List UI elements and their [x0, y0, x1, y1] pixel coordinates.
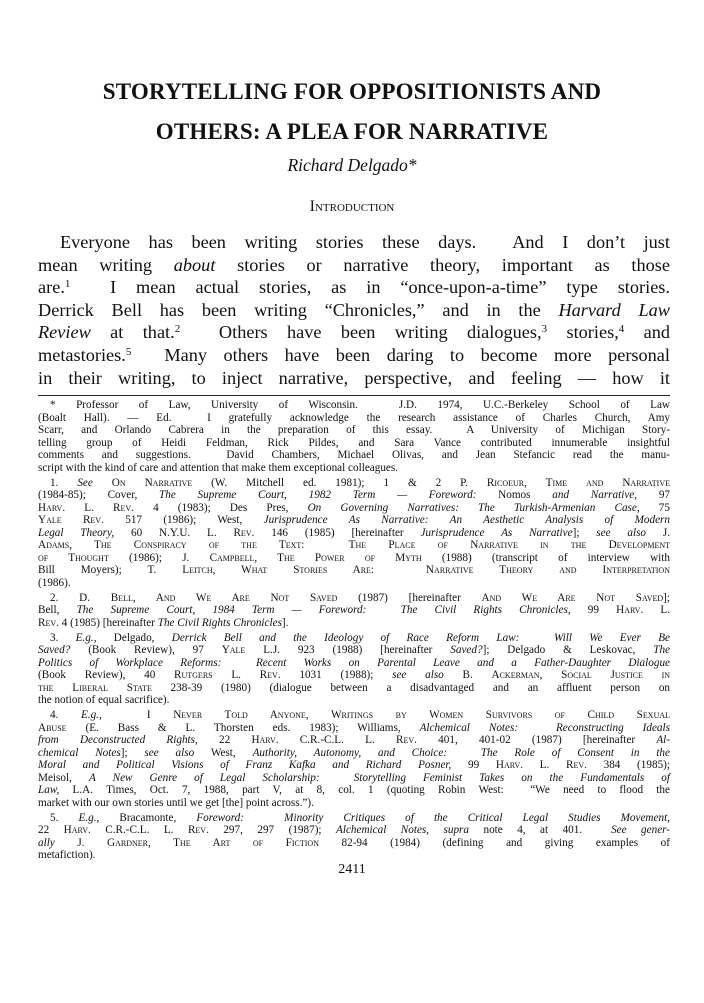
- footnote-reference: 5: [125, 345, 132, 358]
- italic-text: Al-: [656, 734, 670, 747]
- text-run: Scarr, and Orlando Cabrera in the preparation of this essay. A University of Michigan Story-: [38, 424, 670, 436]
- footnote-line: [38, 502, 670, 515]
- small-caps-text: Harv.: [63, 824, 91, 837]
- italic-text: Saved?: [38, 644, 71, 657]
- body-line: [38, 231, 670, 254]
- body-line: [38, 367, 670, 390]
- text-run: metafiction).: [38, 849, 96, 862]
- footnote-line: [38, 527, 670, 540]
- footnote-line: [38, 709, 670, 722]
- text-run: (1988) (transcript of interview with: [421, 551, 670, 564]
- text-run: 297, 297 (1987);: [208, 824, 336, 837]
- footnote-line: [38, 437, 670, 450]
- footnote-line: [38, 644, 670, 657]
- text-run: are.: [38, 277, 65, 298]
- footnote-line: [38, 784, 670, 797]
- italic-text: Law,: [38, 784, 60, 797]
- italic-text: Authority, Autonomy, and Choice: The Role of Consent in the: [252, 746, 670, 759]
- footnote-line: [38, 682, 670, 695]
- text-run: ].: [281, 616, 289, 629]
- text-run: (Boalt Hall). — Ed. I gratefully acknowledge the research assistance of Charles Church, Amy: [38, 411, 670, 424]
- text-run: J.: [646, 526, 671, 539]
- text-run: Many others have been daring to become more personal: [131, 344, 670, 365]
- body-line: [38, 254, 670, 277]
- small-caps-text: Gardner, The Art of Fiction: [107, 836, 319, 849]
- text-run: Meisol,: [38, 771, 89, 784]
- text-run: in their writing, to inject narrative, perspective, and feeling — how it: [38, 367, 670, 388]
- footnote-3: [38, 632, 670, 707]
- italic-text: See: [77, 476, 93, 489]
- footnote-line: [38, 477, 670, 490]
- text-run: West,: [194, 746, 253, 759]
- text-run: 75: [639, 501, 670, 514]
- italic-text: Foreword: Minority Critiques of the Critical Legal Studies Movement,: [196, 811, 670, 824]
- footnotes: [38, 399, 670, 865]
- small-caps-text: Harv. L.: [616, 604, 670, 617]
- italic-text: The: [653, 644, 670, 657]
- small-caps-text: Ricoeur, Time and Narrative: [486, 476, 670, 489]
- footnote-line: [38, 632, 670, 645]
- footnote-4: [38, 709, 670, 809]
- title-line-1: STORYTELLING FOR OPPOSITIONISTS AND: [102, 79, 602, 104]
- text-run: note 4, at 401.: [469, 824, 612, 837]
- text-run: 4.: [50, 709, 81, 722]
- small-caps-text: Yale Rev.: [38, 514, 104, 527]
- text-run: J.: [54, 836, 108, 849]
- text-run: 4 (1983); Des Pres,: [133, 501, 308, 514]
- small-caps-text: Rev.: [396, 734, 417, 747]
- italic-text: A New Genre of Legal Scholarship: Storytelling Feminist Takes on the Fundamentals of: [88, 771, 671, 784]
- text-run: 99: [451, 759, 496, 772]
- text-run: * Professor of Law, University of Wisconsin. J.D. 1974, U.C.-Berkeley School of Law: [50, 399, 670, 411]
- footnote-line: [38, 552, 670, 565]
- footnote-line: [38, 824, 670, 837]
- italic-text: Saved?: [450, 644, 483, 657]
- text-run: the notion of equal sacrifice).: [38, 694, 170, 707]
- text-run: (Book Review), 97: [70, 644, 222, 657]
- text-run: (1986); J.: [108, 551, 210, 564]
- small-caps-text: And We Are Not Saved: [481, 591, 664, 604]
- footnote-line: [38, 539, 670, 552]
- text-run: (Book Review), 40: [38, 669, 175, 682]
- small-caps-text: Harv. L. Rev.: [495, 759, 587, 772]
- text-run: mean writing: [38, 254, 174, 275]
- text-run: 384 (1985);: [586, 759, 670, 772]
- small-caps-text: of Thought: [38, 551, 109, 564]
- italic-text: Politics of Workplace Reforms: Recent Works on Parental Leave and a Father-Daughter Dialogue: [38, 656, 670, 669]
- text-run: Delgado,: [96, 631, 172, 644]
- footnote-line: [38, 564, 670, 577]
- footnote-line: [38, 747, 670, 760]
- italic-text: Jurisprudence As Narrative: [420, 526, 573, 539]
- italic-text: Moral and Political Visions of Franz Kafka and Richard Posner,: [38, 759, 452, 772]
- small-caps-text: Campbell, The Power of Myth: [209, 551, 422, 564]
- footnote-2: [38, 592, 670, 630]
- text-run: 238-39 (1980) (dialogue between a disadvantaged and an affluent person on: [151, 681, 671, 694]
- text-run: (1984-85); Cover,: [38, 489, 160, 502]
- body-line: [38, 299, 670, 322]
- body-line: [38, 321, 670, 344]
- footnote-line: [38, 412, 670, 425]
- text-run: ];: [572, 526, 597, 539]
- text-run: Derrick Bell has been writing “Chronicles,” and in the: [38, 299, 559, 320]
- text-run: (W. Mitchell ed. 1981); 1 & 2 P.: [192, 476, 487, 489]
- section-heading: Introduction: [309, 198, 395, 215]
- text-run: 82-94 (1984) (defining and giving examples of: [318, 836, 670, 849]
- italic-text: about: [173, 254, 216, 275]
- italic-text: from Deconstructed Rights,: [38, 734, 198, 747]
- text-run: 5.: [50, 811, 79, 824]
- italic-text: The Supreme Court, 1982 Term — Foreword:: [159, 489, 477, 502]
- small-caps-text: Rev.: [233, 526, 255, 539]
- body-line: [38, 276, 670, 299]
- text-run: Bill Moyers); T.: [38, 564, 183, 577]
- italic-text: E.g.,: [80, 709, 102, 722]
- text-run: 146 (1985) [hereinafter: [254, 526, 421, 539]
- footnote-line: [38, 849, 670, 862]
- text-run: L.J. 923 (1988) [hereinafter: [245, 644, 451, 657]
- text-run: ];: [663, 591, 670, 604]
- small-caps-text: Yale: [221, 644, 246, 657]
- small-caps-text: On Narrative: [92, 476, 193, 489]
- text-run: at that.: [90, 322, 175, 343]
- text-run: Nomos: [476, 489, 553, 502]
- text-run: and: [624, 322, 671, 343]
- small-caps-text: Leitch, What Stories Are: Narrative Theory and Interpretation: [182, 564, 670, 577]
- text-run: 4 (1985) [hereinafter: [58, 616, 158, 629]
- small-caps-text: Rev.: [38, 616, 59, 629]
- footnote-line: [38, 759, 670, 772]
- footnote-line: [38, 734, 670, 747]
- text-run: Bell,: [38, 604, 77, 617]
- italic-text: ally: [38, 836, 55, 849]
- text-run: (1986).: [38, 576, 71, 589]
- small-caps-text: Abuse: [38, 721, 67, 734]
- italic-text: Alchemical Notes, supra: [336, 824, 470, 837]
- text-run: market with our own stories until we get [the] point across.”).: [38, 796, 314, 809]
- footnote-5: [38, 812, 670, 862]
- text-run: ]; Delgado & Leskovac,: [482, 644, 654, 657]
- text-run: Others have been writing dialogues,: [180, 322, 542, 343]
- italic-text: see also: [392, 669, 444, 682]
- small-caps-text: Bell, And We Are Not Saved: [110, 591, 338, 604]
- text-run: I: [101, 709, 174, 722]
- footnote-line: [38, 669, 670, 682]
- footnote-line: [38, 489, 670, 502]
- text-run: Everyone has been writing stories these days. And I don’t just: [60, 232, 670, 252]
- text-run: 22: [38, 824, 64, 837]
- small-caps-text: Never Told Anyone, Writings by Women Survivors of Child Sexual: [173, 709, 671, 722]
- footnote-line: [38, 657, 670, 670]
- text-run: L.: [212, 669, 260, 682]
- italic-text: chemical Notes: [38, 746, 121, 759]
- italic-text: Review: [38, 322, 91, 343]
- small-caps-text: the Liberal State: [38, 681, 152, 694]
- footnote-line: [38, 399, 670, 412]
- footnote-line: [38, 797, 670, 810]
- italic-text: On Governing Narratives: The Turkish-Armenian Case,: [307, 501, 640, 514]
- footnote-author: [38, 399, 670, 474]
- text-run: comments and suggestions. David Chambers, Michael Olivas, and Jean Stefancic read the manu-: [38, 449, 670, 461]
- text-run: 517 (1986); West,: [103, 514, 264, 527]
- small-caps-text: Rev.: [187, 824, 209, 837]
- text-run: 1.: [50, 476, 78, 489]
- author-name: Richard Delgado*: [287, 155, 417, 175]
- footnote-line: [38, 617, 670, 630]
- body-text: [38, 231, 670, 389]
- footnote-1: [38, 477, 670, 590]
- footnote-line: [38, 592, 670, 605]
- small-caps-text: Rutgers: [174, 669, 213, 682]
- text-run: ];: [120, 746, 145, 759]
- footnote-divider: [38, 395, 670, 396]
- footnote-reference: 2: [174, 323, 181, 336]
- italic-text: see also: [144, 746, 195, 759]
- text-run: I mean actual stories, as in “once-upon-a-time” type stories.: [70, 277, 670, 298]
- text-run: 99: [570, 604, 617, 617]
- text-run: C.R.-C.L. L.: [90, 824, 188, 837]
- small-caps-text: Harv. L. Rev.: [38, 501, 134, 514]
- footnote-line: [38, 837, 670, 850]
- text-run: 3.: [50, 631, 76, 644]
- footnote-reference: 1: [64, 278, 71, 291]
- text-run: metastories.: [38, 344, 126, 365]
- italic-text: Legal Theory,: [38, 526, 115, 539]
- footnote-line: [38, 772, 670, 785]
- small-caps-text: Rev.: [259, 669, 281, 682]
- italic-text: Jurisprudence As Narrative: An Aesthetic Analysis of Modern: [263, 514, 670, 527]
- text-run: 401, 401-02 (1987) [hereinafter: [416, 734, 657, 747]
- footnote-line: [38, 812, 670, 825]
- text-run: (E. Bass & L. Thorsten eds. 1983); Williams,: [66, 721, 420, 734]
- footnote-line: [38, 722, 670, 735]
- italic-text: and Narrative,: [552, 489, 638, 502]
- italic-text: Derrick Bell and the Ideology of Race Reform Law: Will We Ever Be: [171, 631, 670, 644]
- page-number: 2411: [338, 862, 366, 877]
- text-run: B.: [443, 669, 492, 682]
- text-run: 97: [637, 489, 671, 502]
- italic-text: See gener-: [611, 824, 671, 837]
- footnote-reference: 3: [541, 323, 548, 336]
- italic-text: E.g.,: [75, 631, 97, 644]
- footnote-reference: 4: [618, 323, 625, 336]
- text-run: 2. D.: [50, 591, 111, 604]
- text-run: C.R.-C.L. L.: [278, 734, 397, 747]
- footnote-line: [38, 604, 670, 617]
- small-caps-text: Adams, The Conspiracy of the Text: The Place of Narrative in the Development: [38, 539, 670, 552]
- text-run: 1031 (1988);: [280, 669, 393, 682]
- footnote-line: [38, 577, 670, 590]
- small-caps-text: Ackerman, Social Justice in: [491, 669, 671, 682]
- italic-text: Alchemical Notes: Reconstructing Ideals: [419, 721, 670, 734]
- text-run: L.A. Times, Oct. 7, 1988, part V, at 8, col. 1 (quoting Robin West: “We need to flood the: [59, 784, 670, 797]
- italic-text: The Civil Rights Chronicles: [157, 616, 282, 629]
- italic-text: The Supreme Court, 1984 Term — Foreword: The Civil Rights Chronicles,: [76, 604, 571, 617]
- text-run: 22: [197, 734, 252, 747]
- body-line: [38, 344, 670, 367]
- text-run: stories,: [547, 322, 619, 343]
- text-run: 60 N.Y.U. L.: [114, 526, 234, 539]
- text-run: (1987) [hereinafter: [337, 591, 482, 604]
- italic-text: see also: [596, 526, 647, 539]
- text-run: Bracamonte,: [99, 811, 197, 824]
- article-title: [0, 72, 704, 152]
- footnote-line: [38, 424, 670, 437]
- italic-text: Harvard Law: [558, 299, 670, 320]
- footnote-line: [38, 694, 670, 707]
- footnote-line: [38, 514, 670, 527]
- title-line-2: OTHERS: A PLEA FOR NARRATIVE: [155, 119, 549, 144]
- text-run: telling group of Heidi Feldman, Rick Pildes, and Sara Vance contributed innumerable insightful: [38, 436, 670, 449]
- footnote-line: [38, 449, 670, 462]
- text-run: script with the kind of care and attention that make them exceptional colleagues.: [38, 461, 399, 474]
- text-run: stories or narrative theory, important as those: [215, 254, 670, 275]
- small-caps-text: Harv.: [251, 734, 279, 747]
- italic-text: E.g.,: [78, 811, 100, 824]
- footnote-line: [38, 462, 670, 475]
